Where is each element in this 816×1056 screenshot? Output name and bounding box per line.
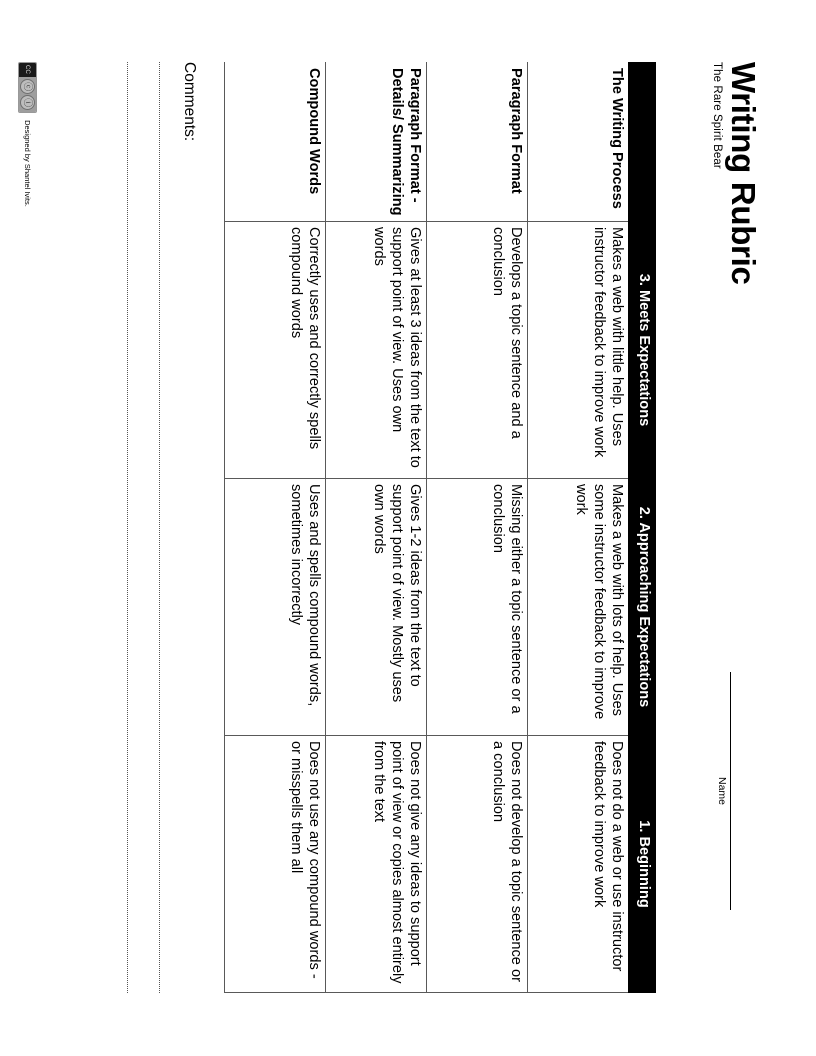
page-title: Writing Rubric xyxy=(725,62,762,285)
cell-writing-process-meets[interactable]: Makes a web with little help. Uses instructor feedback to improve work xyxy=(528,222,629,479)
creative-commons-license-icon[interactable] xyxy=(18,62,37,113)
name-label: Name xyxy=(716,776,728,805)
cell-writing-process-beginning[interactable]: Does not do a web or use instructor feedback to improve work xyxy=(528,736,629,993)
table-row xyxy=(427,63,528,993)
header-criteria-corner xyxy=(629,63,656,222)
title-block xyxy=(711,62,760,285)
name-field-group xyxy=(716,672,746,910)
cell-compound-words-approaching[interactable]: Uses and spells compound words, sometimes incorrectly xyxy=(225,479,326,736)
criteria-label-paragraph-format: Paragraph Format xyxy=(427,63,528,222)
column-header-approaching-expectations: 2. Approaching Expectations xyxy=(629,479,656,736)
document-header xyxy=(682,62,760,994)
cc-badge-symbols xyxy=(19,77,36,112)
table-row xyxy=(326,63,427,993)
cc-attribution-icon: ⓘ xyxy=(20,95,35,110)
criteria-label-writing-process: The Writing Process xyxy=(528,63,629,222)
criteria-label-paragraph-details: Paragraph Format - Details/ Summarizing xyxy=(326,63,427,222)
comments-line-2[interactable] xyxy=(127,62,128,993)
rubric-table xyxy=(224,62,656,993)
rubric-table-body xyxy=(225,63,629,993)
cc-badge-label: CC xyxy=(19,63,36,77)
cell-paragraph-format-beginning[interactable]: Does not develop a topic sentence or a conclusion xyxy=(427,736,528,993)
criteria-label-compound-words: Compound Words xyxy=(225,63,326,222)
cell-paragraph-details-approaching[interactable]: Gives 1-2 ideas from the text to support point of view. Mostly uses own words xyxy=(326,479,427,736)
cell-compound-words-beginning[interactable]: Does not use any compound words - or misspells them all xyxy=(225,736,326,993)
page-subtitle: The Rare Spirit Bear xyxy=(711,62,724,169)
cell-paragraph-format-meets[interactable]: Develops a topic sentence and a conclusion xyxy=(427,222,528,479)
designer-credit: Designed by Shantel Ivits. xyxy=(23,120,32,207)
cc-circle-icon: ⓒ xyxy=(20,79,35,94)
column-header-beginning: 1. Beginning xyxy=(629,736,656,993)
cell-writing-process-approaching[interactable]: Makes a web with lots of help. Uses some instructor feedback to improve work xyxy=(528,479,629,736)
rubric-table-head xyxy=(629,63,656,993)
comments-label: Comments: xyxy=(181,62,199,142)
cell-paragraph-details-beginning[interactable]: Does not give any ideas to support point of view or copies almost entirely from the text xyxy=(326,736,427,993)
document-footer xyxy=(18,62,37,207)
column-header-meets-expectations: 3. Meets Expectations xyxy=(629,222,656,479)
name-input-line[interactable] xyxy=(730,672,746,910)
comments-section xyxy=(127,62,198,994)
cell-paragraph-details-meets[interactable]: Gives at least 3 ideas from the text to support point of view. Uses own words xyxy=(326,222,427,479)
cell-paragraph-format-approaching[interactable]: Missing either a topic sentence or a conclusion xyxy=(427,479,528,736)
table-row xyxy=(528,63,629,993)
table-header-row xyxy=(629,63,656,993)
comments-line-1[interactable] xyxy=(159,62,160,993)
cell-compound-words-meets[interactable]: Correctly uses and correctly spells compound words xyxy=(225,222,326,479)
table-row xyxy=(225,63,326,993)
